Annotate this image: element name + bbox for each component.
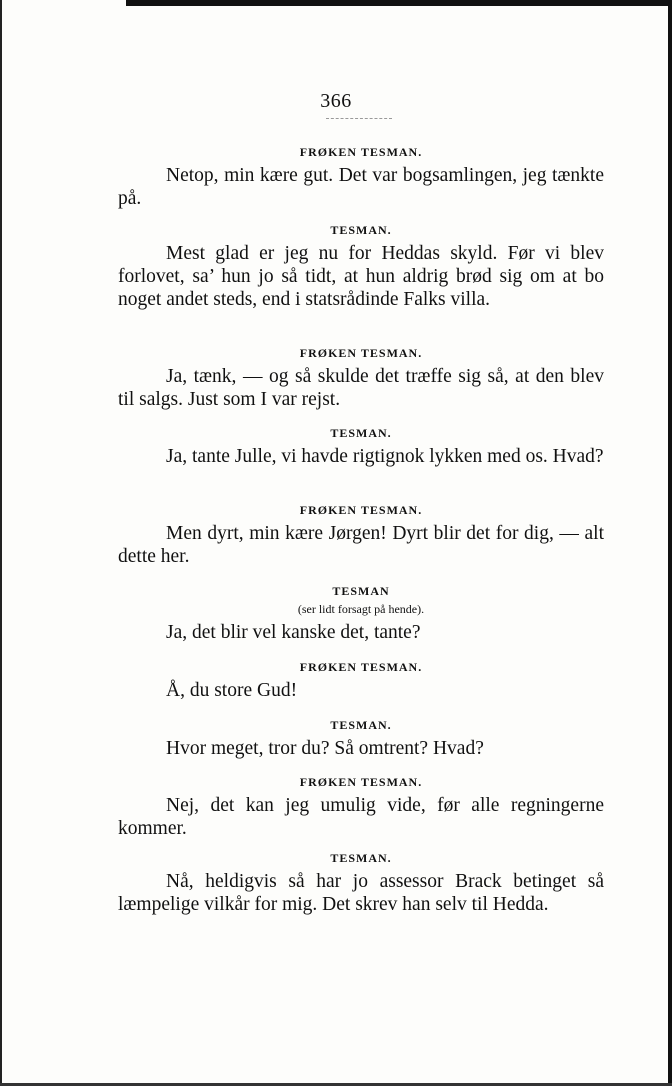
page-number-rule bbox=[326, 118, 392, 119]
speaker-name: FRØKEN TESMAN. bbox=[299, 503, 423, 517]
dialogue-block bbox=[118, 659, 604, 702]
speaker-name: FRØKEN TESMAN. bbox=[299, 775, 423, 789]
speaker-name: FRØKEN TESMAN. bbox=[299, 346, 423, 360]
dialogue-block bbox=[118, 717, 604, 760]
speech-text: Ja, det blir vel kanske det, tante? bbox=[166, 622, 421, 643]
speech-text: Hvor meget, tror du? Så omtrent? Hvad? bbox=[166, 738, 484, 759]
speech-text: Mest glad er jeg nu for Heddas skyld. Før vi blev forlovet, sa’ hun jo så tidt, at hun aldrig brød sig om at bo noget andet steds, end i statsrådinde Falks villa. bbox=[118, 243, 604, 310]
dialogue-block bbox=[118, 222, 604, 311]
speaker-name: TESMAN. bbox=[330, 223, 392, 237]
scan-edge-right bbox=[668, 0, 672, 1086]
speech-text: Nej, det kan jeg umulig vide, før alle regningerne kommer. bbox=[118, 795, 604, 839]
speaker-name: FRØKEN TESMAN. bbox=[299, 145, 423, 159]
dialogue-block bbox=[118, 502, 604, 568]
speech-text: Ja, tante Julle, vi havde rigtignok lykken med os. Hvad? bbox=[166, 446, 604, 467]
speaker-name: TESMAN. bbox=[330, 851, 392, 865]
dialogue-block bbox=[118, 850, 604, 916]
speech-text: Netop, min kære gut. Det var bogsamlingen, jeg tænkte på. bbox=[118, 165, 604, 209]
stage-direction: (ser lidt forsagt på hende). bbox=[297, 602, 425, 616]
speech-text: Å, du store Gud! bbox=[166, 680, 298, 701]
speaker-name: FRØKEN TESMAN. bbox=[299, 660, 423, 674]
dialogue-block bbox=[118, 144, 604, 210]
speaker-name: TESMAN bbox=[332, 584, 390, 598]
speech-text: Nå, heldigvis så har jo assessor Brack betinget så læmpelige vilkår for mig. Det skrev han selv til Hedda. bbox=[118, 871, 604, 915]
scan-edge-left bbox=[0, 0, 2, 1086]
dialogue-block bbox=[118, 345, 604, 411]
speaker-name: TESMAN. bbox=[330, 718, 392, 732]
page-number: 366 bbox=[320, 90, 352, 112]
speaker-name: TESMAN. bbox=[330, 426, 392, 440]
dialogue-block bbox=[118, 583, 604, 644]
dialogue-block bbox=[118, 774, 604, 840]
speech-text: Men dyrt, min kære Jørgen! Dyrt blir det for dig, — alt dette her. bbox=[118, 523, 604, 567]
speech-text: Ja, tænk, — og så skulde det træffe sig så, at den blev til salgs. Just som I var rejst. bbox=[118, 366, 604, 410]
scan-edge-top bbox=[126, 0, 672, 6]
dialogue-block bbox=[118, 425, 604, 468]
